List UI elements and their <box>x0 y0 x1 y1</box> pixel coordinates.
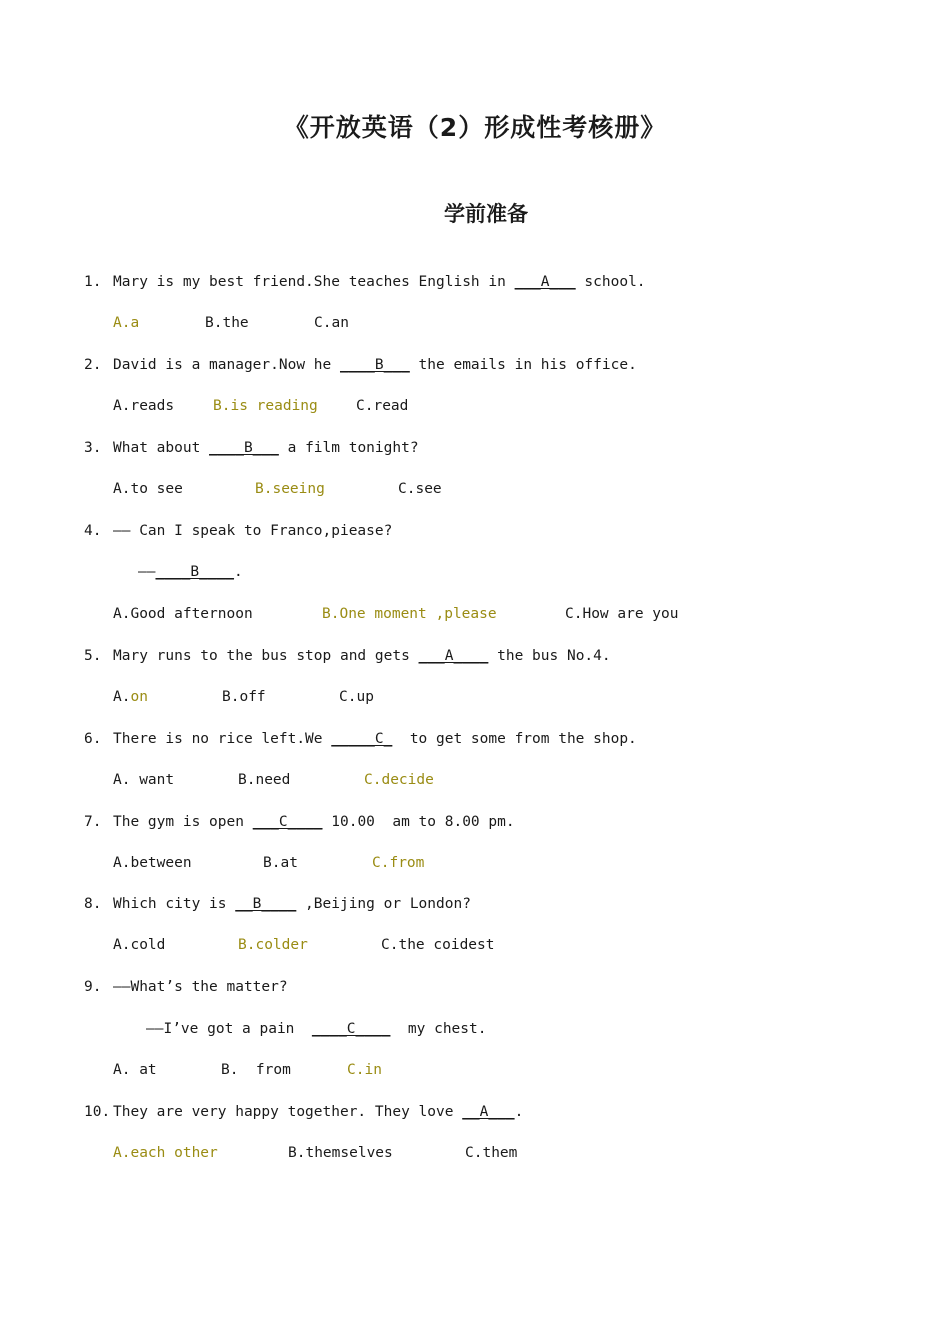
answer-option <box>565 604 679 624</box>
question-text-part: the bus No.4. <box>488 648 611 664</box>
answer-option-label: A.to see <box>113 481 183 497</box>
answer-option-label: B.the <box>205 315 249 331</box>
question-number: 1. <box>84 274 102 290</box>
answer-option-label: C.in <box>347 1062 382 1078</box>
question-number: 7. <box>84 814 102 830</box>
question-text <box>138 562 243 582</box>
question-text-part: —— <box>138 564 156 580</box>
question-number: 9. <box>84 979 102 995</box>
answer-option <box>113 479 183 499</box>
answer-option-label: C.the coidest <box>381 937 495 953</box>
question-number: 3. <box>84 440 102 456</box>
question-text <box>113 355 637 375</box>
question-number: 2. <box>84 357 102 373</box>
answer-option <box>364 770 434 790</box>
question-text-part: —— Can I speak to Franco,piease? <box>113 523 393 539</box>
answer-option <box>113 1143 218 1163</box>
answer-option-label: B.is reading <box>213 398 318 414</box>
question-text <box>113 438 419 458</box>
question-text-part: 10.00 am to 8.00 pm. <box>322 814 515 830</box>
question-number: 5. <box>84 648 102 664</box>
answer-option <box>213 396 318 416</box>
answer-option <box>238 770 290 790</box>
question-text-part: the emails in his office. <box>409 357 637 373</box>
answer-blank: ____C____ <box>311 1021 391 1037</box>
answer-option <box>372 853 424 873</box>
answer-option-label: A. at <box>113 1062 157 1078</box>
answer-option-label: C.up <box>339 689 374 705</box>
answer-option-highlight: on <box>130 689 148 705</box>
answer-option-label: A. <box>113 689 131 705</box>
answer-option <box>356 396 408 416</box>
question-number: 4. <box>84 523 102 539</box>
answer-blank: ____B___ <box>209 440 279 456</box>
question-text <box>146 1019 486 1039</box>
question-text <box>113 729 637 749</box>
answer-blank: ____B___ <box>339 357 410 373</box>
answer-blank: _____C_ <box>331 731 393 747</box>
answer-option-label: B.seeing <box>255 481 325 497</box>
question-text-part: . <box>514 1104 524 1120</box>
question-text-part: Which city is <box>113 896 236 912</box>
answer-option <box>339 687 374 707</box>
answer-option-label: A.a <box>113 315 140 331</box>
answer-option <box>113 396 174 416</box>
question-text <box>113 521 392 541</box>
answer-blank: ___A____ <box>418 648 489 664</box>
answer-option <box>288 1143 393 1163</box>
question-text-part: There is no rice left.We <box>113 731 332 747</box>
answer-option-label: B.colder <box>238 937 308 953</box>
answer-option <box>113 935 165 955</box>
question-number: 8. <box>84 896 102 912</box>
answer-blank: __A___ <box>462 1104 515 1120</box>
answer-option-label: B.themselves <box>288 1145 393 1161</box>
answer-option <box>113 687 148 707</box>
question-text <box>113 272 646 292</box>
question-number: 6. <box>84 731 102 747</box>
answer-option <box>113 604 253 624</box>
answer-option-label: A.each other <box>113 1145 218 1161</box>
answer-option <box>113 313 139 333</box>
question-text <box>113 977 288 997</box>
answer-option-label: C.from <box>372 855 425 871</box>
answer-option-label: A.cold <box>113 937 166 953</box>
answer-option <box>113 1060 157 1080</box>
answer-option <box>255 479 325 499</box>
answer-blank: ___A___ <box>514 274 576 290</box>
answer-option <box>113 770 174 790</box>
answer-blank: ___C____ <box>252 814 323 830</box>
document-title: 《开放英语（2）形成性考核册》 <box>283 113 667 142</box>
answer-option-label: A. want <box>113 772 175 788</box>
question-text-part: to get some from the shop. <box>392 731 637 747</box>
answer-option-label: B.One moment ,please <box>322 606 497 622</box>
question-number: 10. <box>84 1104 111 1120</box>
answer-option-label: C.decide <box>364 772 434 788</box>
answer-option-label: A.reads <box>113 398 175 414</box>
question-text-part: ——I’ve got a pain <box>146 1021 312 1037</box>
answer-option-label: C.read <box>356 398 409 414</box>
question-text-part: Mary runs to the bus stop and gets <box>113 648 419 664</box>
answer-option <box>263 853 298 873</box>
answer-option-label: B.at <box>263 855 298 871</box>
answer-option <box>347 1060 382 1080</box>
question-text <box>113 646 611 666</box>
question-text <box>113 894 471 914</box>
question-text-part: David is a manager.Now he <box>113 357 340 373</box>
section-title: 学前准备 <box>444 202 528 226</box>
answer-option <box>322 604 497 624</box>
question-text-part: my chest. <box>390 1021 487 1037</box>
answer-option <box>314 313 349 333</box>
answer-option-label: B. from <box>221 1062 291 1078</box>
answer-option <box>238 935 308 955</box>
question-text-part: Mary is my best friend.She teaches English in <box>113 274 515 290</box>
question-text-part: The gym is open <box>113 814 253 830</box>
answer-option <box>398 479 442 499</box>
answer-option-label: C.an <box>314 315 349 331</box>
answer-option-label: C.them <box>465 1145 518 1161</box>
question-text-part: ——What’s the matter? <box>113 979 288 995</box>
answer-option <box>205 313 249 333</box>
question-text-part: What about <box>113 440 210 456</box>
question-text-part: a film tonight? <box>278 440 419 456</box>
answer-option <box>113 853 192 873</box>
question-text <box>113 1102 523 1122</box>
answer-blank: __B____ <box>235 896 297 912</box>
answer-option-label: B.need <box>238 772 291 788</box>
answer-option-label: C.see <box>398 481 442 497</box>
question-text-part: They are very happy together. They love <box>113 1104 463 1120</box>
question-text-part: ,Beijing or London? <box>296 896 471 912</box>
question-text <box>113 812 515 832</box>
answer-option-label: A.between <box>113 855 192 871</box>
answer-option-label: A.Good afternoon <box>113 606 253 622</box>
answer-option-label: B.off <box>222 689 266 705</box>
answer-option <box>381 935 495 955</box>
answer-blank: ____B____ <box>155 564 235 580</box>
answer-option <box>222 687 266 707</box>
answer-option <box>221 1060 291 1080</box>
answer-option-label: C.How are you <box>565 606 679 622</box>
answer-option <box>465 1143 517 1163</box>
question-text-part: . <box>234 564 243 580</box>
question-text-part: school. <box>575 274 646 290</box>
